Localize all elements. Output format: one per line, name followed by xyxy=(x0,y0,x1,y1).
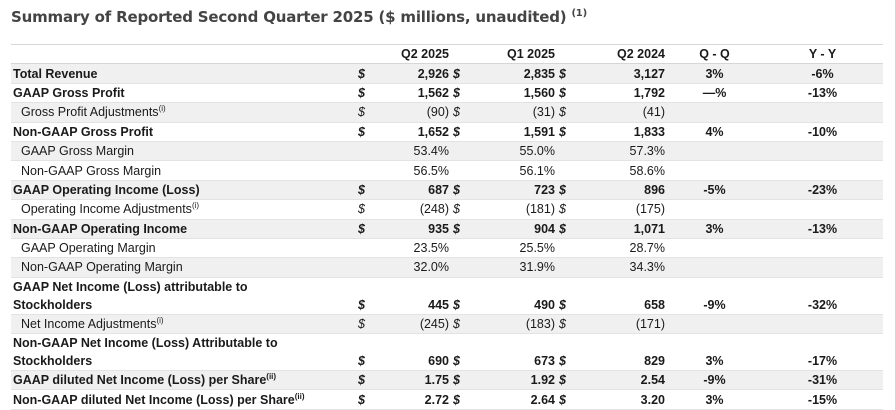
row-label xyxy=(11,103,356,122)
row-label-text: Gross Profit Adjustments xyxy=(21,105,159,120)
value-q2-2024: 896 xyxy=(579,180,667,199)
dollar-sign: $ xyxy=(356,83,378,102)
table-row xyxy=(11,371,883,390)
row-label xyxy=(11,258,356,277)
table-row xyxy=(11,390,883,409)
value-q2-2024: 829 xyxy=(579,334,667,371)
value-q1-2025: 2.64 xyxy=(473,390,557,409)
row-label-text: Non-GAAP Gross Profit xyxy=(13,124,154,139)
value-yy: -15% xyxy=(762,390,883,409)
value-q2-2024: 58.6% xyxy=(579,161,667,180)
value-q2-2025: (245) xyxy=(378,314,451,333)
dollar-sign: $ xyxy=(451,103,473,122)
dollar-sign: $ xyxy=(557,200,579,219)
row-label xyxy=(11,334,356,371)
value-q2-2024: 3.20 xyxy=(579,390,667,409)
dollar-sign: $ xyxy=(451,314,473,333)
table-row xyxy=(11,103,883,122)
value-q2-2024: 2.54 xyxy=(579,371,667,390)
value-qq: 4% xyxy=(667,122,762,141)
value-yy: -17% xyxy=(762,334,883,371)
value-q1-2025: 490 xyxy=(473,277,557,314)
value-q2-2025: 445 xyxy=(378,277,451,314)
value-q1-2025: 56.1% xyxy=(473,161,557,180)
value-q1-2025: 55.0% xyxy=(473,141,557,160)
header-yy: Y - Y xyxy=(762,45,883,64)
dollar-sign xyxy=(557,161,579,180)
value-q2-2025: 32.0% xyxy=(378,258,451,277)
value-yy: -23% xyxy=(762,180,883,199)
value-q2-2024: 1,792 xyxy=(579,83,667,102)
value-q1-2025: 25.5% xyxy=(473,238,557,257)
value-q1-2025: 723 xyxy=(473,180,557,199)
row-footnote: (i) xyxy=(191,201,200,211)
value-qq: 3% xyxy=(667,334,762,371)
value-q1-2025: 1.92 xyxy=(473,371,557,390)
dollar-sign: $ xyxy=(451,277,473,314)
table-row xyxy=(11,83,883,102)
dollar-sign: $ xyxy=(557,103,579,122)
row-label xyxy=(11,219,356,238)
dollar-sign: $ xyxy=(356,390,378,409)
value-q2-2024: 3,127 xyxy=(579,64,667,83)
value-qq xyxy=(667,161,762,180)
header-q2-2025: Q2 2025 xyxy=(378,45,451,64)
value-yy: -6% xyxy=(762,64,883,83)
value-yy xyxy=(762,200,883,219)
table-row xyxy=(11,141,883,160)
header-row xyxy=(11,45,883,64)
row-label-text: GAAP diluted Net Income (Loss) per Share xyxy=(13,373,267,388)
dollar-sign: $ xyxy=(557,334,579,371)
value-qq: —% xyxy=(667,83,762,102)
dollar-sign: $ xyxy=(451,334,473,371)
value-qq: -5% xyxy=(667,180,762,199)
title-text: Summary of Reported Second Quarter 2025 ($ millions, unaudited) xyxy=(11,8,567,26)
row-label xyxy=(11,180,356,199)
row-label xyxy=(11,390,356,409)
row-label-text-line2: Stockholders xyxy=(13,297,93,312)
value-yy xyxy=(762,314,883,333)
value-qq xyxy=(667,258,762,277)
dollar-sign: $ xyxy=(557,83,579,102)
dollar-sign xyxy=(356,161,378,180)
row-label xyxy=(11,161,356,180)
value-q1-2025: 2,835 xyxy=(473,64,557,83)
row-label-text: Non-GAAP Operating Income xyxy=(13,221,188,236)
value-qq xyxy=(667,238,762,257)
row-label-text: Non-GAAP Net Income (Loss) Attributable to xyxy=(13,336,278,351)
value-qq: 3% xyxy=(667,64,762,83)
row-label xyxy=(11,141,356,160)
value-q1-2025: 1,560 xyxy=(473,83,557,102)
dollar-sign: $ xyxy=(356,103,378,122)
value-q1-2025: 673 xyxy=(473,334,557,371)
dollar-sign: $ xyxy=(356,200,378,219)
value-yy xyxy=(762,141,883,160)
dollar-sign: $ xyxy=(356,180,378,199)
row-label xyxy=(11,238,356,257)
header-q1-2025: Q1 2025 xyxy=(473,45,557,64)
dollar-sign: $ xyxy=(557,390,579,409)
dollar-sign: $ xyxy=(557,314,579,333)
value-yy xyxy=(762,103,883,122)
value-q2-2025: 53.4% xyxy=(378,141,451,160)
dollar-sign: $ xyxy=(451,64,473,83)
dollar-sign: $ xyxy=(557,122,579,141)
table-row xyxy=(11,122,883,141)
value-qq: -9% xyxy=(667,371,762,390)
row-label-text: Operating Income Adjustments xyxy=(21,202,192,217)
table-row xyxy=(11,161,883,180)
value-q1-2025: (183) xyxy=(473,314,557,333)
value-qq: 3% xyxy=(667,390,762,409)
value-qq: -9% xyxy=(667,277,762,314)
dollar-sign: $ xyxy=(356,334,378,371)
row-label xyxy=(11,200,356,219)
dollar-sign: $ xyxy=(451,219,473,238)
value-q2-2024: 28.7% xyxy=(579,238,667,257)
dollar-sign: $ xyxy=(356,371,378,390)
table-row xyxy=(11,334,883,371)
dollar-sign: $ xyxy=(557,371,579,390)
value-q1-2025: (181) xyxy=(473,200,557,219)
table-row xyxy=(11,314,883,333)
row-footnote: (ii) xyxy=(294,391,305,401)
value-q1-2025: 1,591 xyxy=(473,122,557,141)
dollar-sign: $ xyxy=(356,277,378,314)
dollar-sign xyxy=(557,258,579,277)
row-label-text: GAAP Operating Income (Loss) xyxy=(13,182,200,197)
table-row xyxy=(11,64,883,83)
header-q2-2024: Q2 2024 xyxy=(579,45,667,64)
financial-summary-table xyxy=(11,44,883,410)
dollar-sign: $ xyxy=(356,122,378,141)
row-label-text: GAAP Operating Margin xyxy=(21,241,156,256)
row-label-text: Non-GAAP Gross Margin xyxy=(21,163,162,178)
value-yy xyxy=(762,258,883,277)
table-row xyxy=(11,200,883,219)
value-q2-2025: 935 xyxy=(378,219,451,238)
value-qq xyxy=(667,314,762,333)
value-yy: -32% xyxy=(762,277,883,314)
value-yy: -10% xyxy=(762,122,883,141)
table-row xyxy=(11,238,883,257)
value-q2-2025: 1,562 xyxy=(378,83,451,102)
row-label xyxy=(11,371,356,390)
row-label xyxy=(11,83,356,102)
value-q2-2024: 34.3% xyxy=(579,258,667,277)
value-qq xyxy=(667,103,762,122)
table-row xyxy=(11,277,883,314)
value-qq xyxy=(667,141,762,160)
value-q2-2025: 56.5% xyxy=(378,161,451,180)
value-yy xyxy=(762,238,883,257)
value-q1-2025: 31.9% xyxy=(473,258,557,277)
row-label-text: GAAP Net Income (Loss) attributable to xyxy=(13,279,248,294)
value-q2-2025: 23.5% xyxy=(378,238,451,257)
row-footnote: (i) xyxy=(158,104,166,114)
table-row xyxy=(11,258,883,277)
value-q2-2025: 2,926 xyxy=(378,64,451,83)
dollar-sign xyxy=(451,238,473,257)
value-q2-2024: 658 xyxy=(579,277,667,314)
title-footnote: (1) xyxy=(571,8,587,19)
value-q2-2025: 687 xyxy=(378,180,451,199)
dollar-sign xyxy=(451,141,473,160)
value-q2-2024: 1,833 xyxy=(579,122,667,141)
dollar-sign: $ xyxy=(356,314,378,333)
value-q2-2025: 690 xyxy=(378,334,451,371)
value-qq xyxy=(667,200,762,219)
dollar-sign: $ xyxy=(557,277,579,314)
row-label-text: Net Income Adjustments xyxy=(21,316,157,331)
row-footnote: (ii) xyxy=(266,372,277,382)
value-qq: 3% xyxy=(667,219,762,238)
row-label-text-line2: Stockholders xyxy=(13,354,93,369)
row-label xyxy=(11,314,356,333)
dollar-sign xyxy=(557,141,579,160)
value-q2-2025: 1,652 xyxy=(378,122,451,141)
row-label-text: Total Revenue xyxy=(13,66,98,81)
row-label xyxy=(11,122,356,141)
value-yy xyxy=(762,161,883,180)
dollar-sign: $ xyxy=(356,219,378,238)
header-blank xyxy=(11,45,356,64)
dollar-sign xyxy=(356,238,378,257)
table-row xyxy=(11,219,883,238)
dollar-sign xyxy=(356,258,378,277)
dollar-sign: $ xyxy=(451,371,473,390)
dollar-sign xyxy=(451,161,473,180)
value-q1-2025: (31) xyxy=(473,103,557,122)
row-footnote: (i) xyxy=(156,315,164,325)
dollar-sign: $ xyxy=(451,200,473,219)
value-q2-2025: 2.72 xyxy=(378,390,451,409)
dollar-sign: $ xyxy=(557,219,579,238)
dollar-sign xyxy=(356,141,378,160)
page-title xyxy=(11,8,587,26)
value-q2-2025: (248) xyxy=(378,200,451,219)
row-label xyxy=(11,277,356,314)
dollar-sign: $ xyxy=(451,83,473,102)
row-label-text: GAAP Gross Margin xyxy=(21,144,135,159)
value-q2-2024: (171) xyxy=(579,314,667,333)
table-row xyxy=(11,180,883,199)
dollar-sign: $ xyxy=(356,64,378,83)
value-yy: -13% xyxy=(762,83,883,102)
value-q2-2025: 1.75 xyxy=(378,371,451,390)
value-yy: -31% xyxy=(762,371,883,390)
dollar-sign xyxy=(451,258,473,277)
dollar-sign: $ xyxy=(557,180,579,199)
value-q2-2024: 57.3% xyxy=(579,141,667,160)
dollar-sign: $ xyxy=(557,64,579,83)
header-qq: Q - Q xyxy=(667,45,762,64)
value-q2-2024: (41) xyxy=(579,103,667,122)
row-label-text: GAAP Gross Profit xyxy=(13,85,125,100)
dollar-sign xyxy=(557,238,579,257)
value-q2-2025: (90) xyxy=(378,103,451,122)
dollar-sign: $ xyxy=(451,122,473,141)
dollar-sign: $ xyxy=(451,180,473,199)
value-q2-2024: 1,071 xyxy=(579,219,667,238)
value-q2-2024: (175) xyxy=(579,200,667,219)
row-label-text: Non-GAAP diluted Net Income (Loss) per Share xyxy=(13,392,295,407)
row-label xyxy=(11,64,356,83)
value-yy: -13% xyxy=(762,219,883,238)
value-q1-2025: 904 xyxy=(473,219,557,238)
row-label-text: Non-GAAP Operating Margin xyxy=(21,260,183,275)
dollar-sign: $ xyxy=(451,390,473,409)
